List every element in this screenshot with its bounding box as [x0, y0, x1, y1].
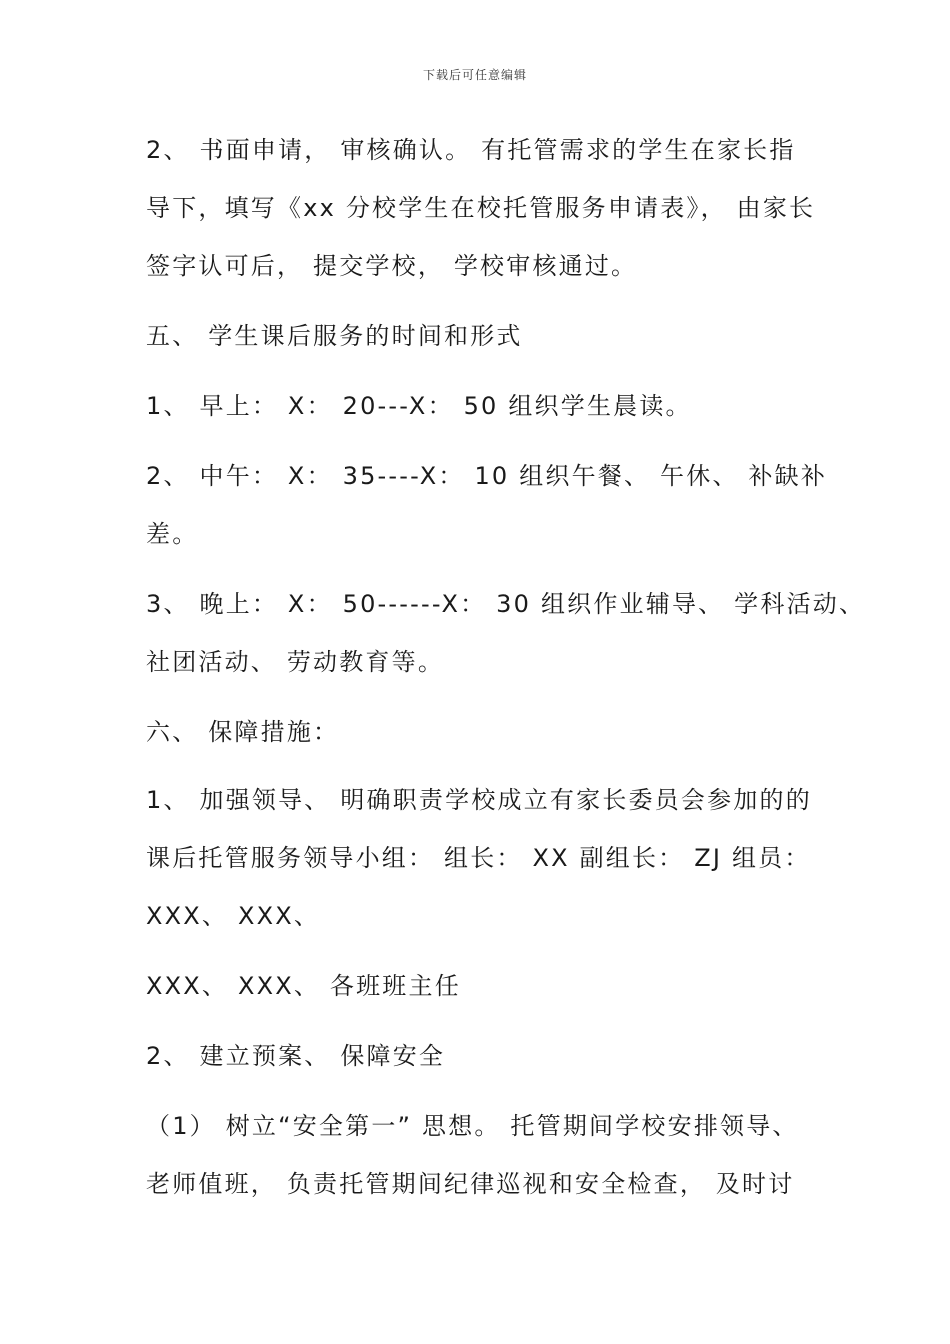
text-line: XXX、 XXX、 各班班主任 — [146, 972, 461, 1000]
text-line: 1、 早上： X： 20---X： 50 组织学生晨读。 — [146, 392, 692, 420]
text-line: 1、 加强领导、 明确职责学校成立有家长委员会参加的的 — [146, 786, 812, 814]
text-line: XXX、 XXX、 — [146, 902, 321, 930]
text-line: 2、 建立预案、 保障安全 — [146, 1042, 446, 1070]
section-heading: 五、 学生课后服务的时间和形式 — [146, 322, 523, 350]
text-line: 2、 中午： X： 35----X： 10 组织午餐、 午休、 补缺补 — [146, 462, 828, 490]
text-line: 3、 晚上： X： 50------X： 30 组织作业辅导、 学科活动、 — [146, 590, 866, 618]
text-line: 课后托管服务领导小组： 组长： XX 副组长： ZJ 组员： — [146, 844, 811, 872]
text-line: 社团活动、 劳动教育等。 — [146, 648, 445, 676]
text-line: 导下，填写《xx 分校学生在校托管服务申请表》， 由家长 — [146, 194, 816, 222]
page-header: 下载后可任意编辑 — [422, 68, 527, 82]
text-line: 差。 — [146, 520, 199, 548]
text-line: （1） 树立“安全第一” 思想。 托管期间学校安排领导、 — [146, 1112, 799, 1140]
text-line: 签字认可后， 提交学校， 学校审核通过。 — [146, 252, 638, 280]
text-line: 2、 书面申请， 审核确认。 有托管需求的学生在家长指 — [146, 136, 796, 164]
section-heading: 六、 保障措施： — [146, 718, 340, 746]
text-line: 老师值班， 负责托管期间纪律巡视和安全检查， 及时讨 — [146, 1170, 795, 1198]
